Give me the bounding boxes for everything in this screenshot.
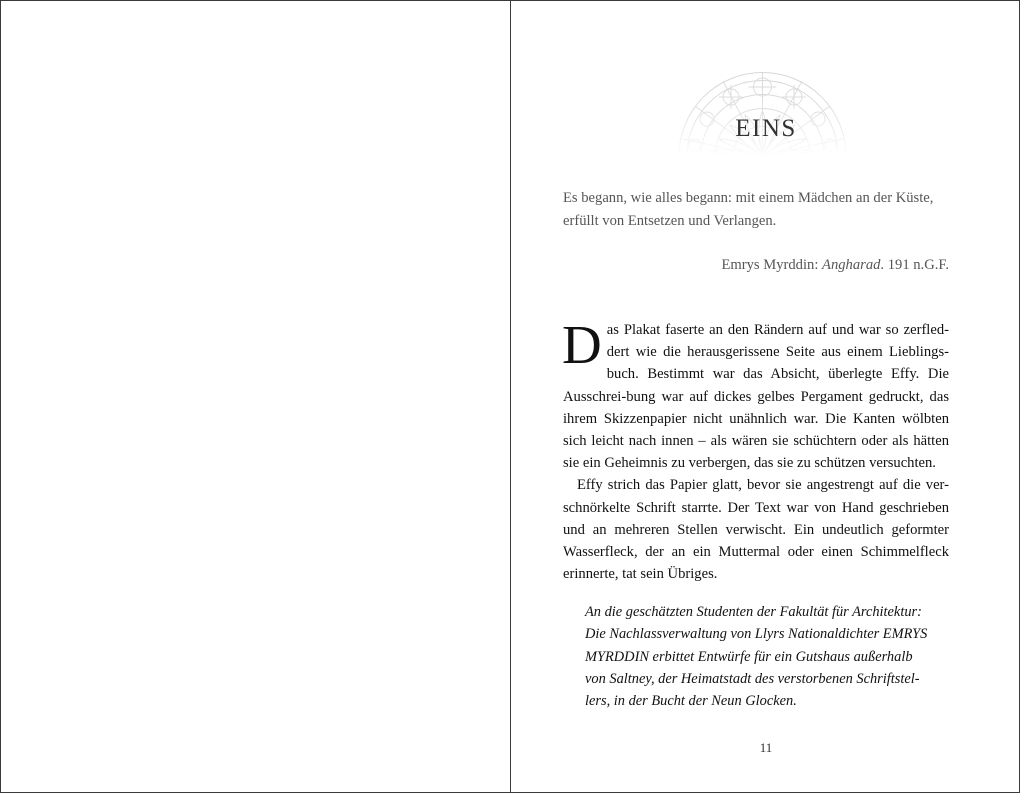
- epigraph-author: Emrys Myrddin:: [721, 257, 823, 273]
- poster-letter-text: [585, 601, 955, 712]
- chapter-body: [562, 314, 949, 585]
- body-text-run: buch. Bestimmt war das Absicht, überlegte Effy. Die Ausschrei-bung war auf dickes gelbes Pergament gedruckt, das ihrem Skizzenpapier nicht unähnlich war. Die Kanten wölbten sich leicht nach innen – als wären sie schüchtern oder als hätten sie ein Geheimnis zu verbergen, das sie zu schützen versuchten.: [563, 366, 949, 472]
- body-paragraph: Effy strich das Papier glatt, bevor sie angestrengt auf die ver-schnörkelte Schrift starrte. Der Text war von Hand geschrieben und an mehreren Stellen verwischt. Ein undeutlich geformter Wasserfleck, der an ein Muttermal oder einen Schimmelfleck erinnerte, tat sein Übriges.: [563, 477, 949, 583]
- letter-line: von Saltney, der Heimatstadt des verstorbenen Schriftstel-: [585, 670, 920, 687]
- epigraph-quote: [563, 187, 949, 232]
- body-line: dert wie die herausgerissene Seite aus einem Lieblings-: [606, 344, 949, 361]
- right-page: [510, 0, 1020, 793]
- letter-line: An die geschätzten Studenten der Fakultät für Architektur:: [585, 604, 922, 620]
- body-paragraph: [562, 314, 949, 474]
- page-number: 11: [759, 740, 773, 755]
- letter-line: lers, in der Bucht der Neun Glocken.: [585, 693, 797, 710]
- drop-cap: D: [562, 314, 602, 375]
- chapter-title: EINS: [735, 115, 797, 142]
- epigraph-line: Es begann, wie alles begann: mit einem Mädchen an der Küste,: [563, 190, 934, 206]
- epigraph-source: [563, 254, 949, 276]
- epigraph-line: erfüllt von Entsetzen und Verlangen.: [563, 212, 777, 229]
- letter-line: Die Nachlassverwaltung von Llyrs Nationaldichter EMRYS: [585, 626, 928, 643]
- epigraph-year: . 191 n.G.F.: [880, 257, 949, 273]
- letter-line: MYRDDIN erbittet Entwürfe für ein Gutshaus außerhalb: [585, 648, 913, 665]
- epigraph-book-title: Angharad: [822, 257, 881, 273]
- body-line: as Plakat faserte an den Rändern auf und war so zerfled-: [606, 322, 949, 338]
